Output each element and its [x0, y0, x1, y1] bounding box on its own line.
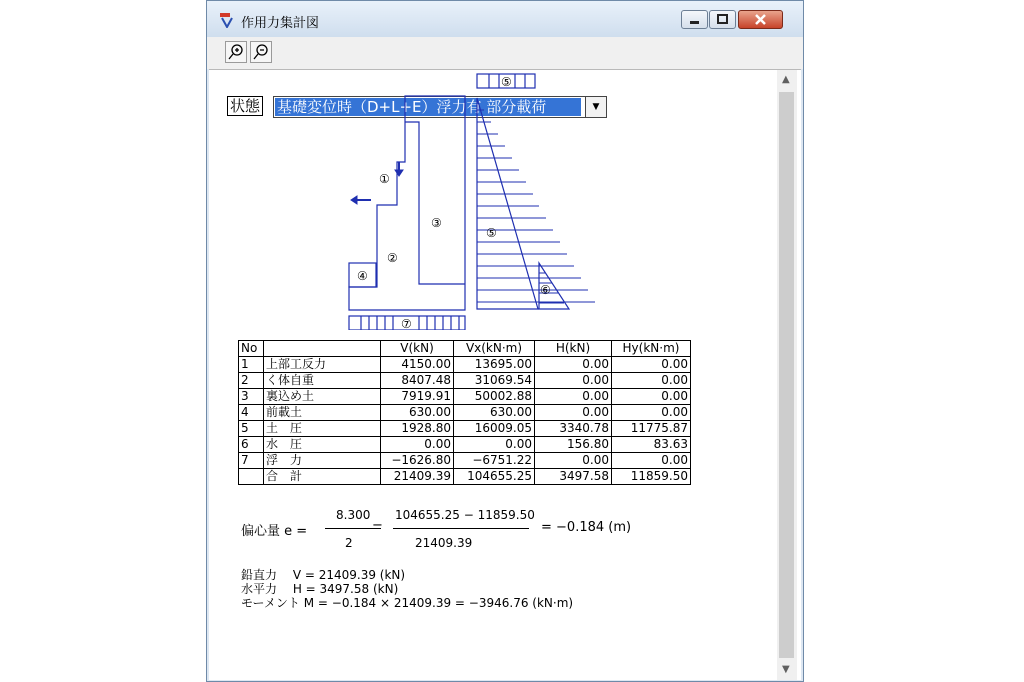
cell: 0.00 — [535, 357, 612, 373]
state-dropdown-value: 基礎変位時（D+L+E）浮力有 部分載荷 — [275, 98, 581, 116]
cell: 0.00 — [612, 357, 691, 373]
table-row — [239, 405, 691, 421]
earth-pressure-triangle — [477, 98, 538, 309]
cell: 0.00 — [535, 453, 612, 469]
cell: 0.00 — [535, 373, 612, 389]
cell: 水 圧 — [264, 437, 381, 453]
chevron-up-icon[interactable]: ▲ — [782, 74, 790, 85]
toolbar — [207, 37, 803, 69]
zoom-in-icon — [226, 42, 246, 62]
cell: 0.00 — [535, 389, 612, 405]
cell: 1928.80 — [381, 421, 454, 437]
cell: 11775.87 — [612, 421, 691, 437]
table-row — [239, 389, 691, 405]
horizontal-force-line: 水平力 H = 3497.58 (kN) — [241, 582, 399, 596]
cell: 3 — [239, 389, 264, 405]
cell: 0.00 — [454, 437, 535, 453]
cell: 3497.58 — [535, 469, 612, 485]
cell: 50002.88 — [454, 389, 535, 405]
cell: 104655.25 — [454, 469, 535, 485]
table-total-row — [239, 469, 691, 485]
fraction-1-numerator: 8.300 — [336, 508, 371, 522]
cell: 8407.48 — [381, 373, 454, 389]
chevron-down-icon[interactable]: ▼ — [585, 97, 606, 117]
cell: 0.00 — [612, 373, 691, 389]
cell: 630.00 — [454, 405, 535, 421]
table-row — [239, 437, 691, 453]
fraction-2-line — [393, 528, 529, 529]
cell: 1 — [239, 357, 264, 373]
cell — [239, 469, 264, 485]
maximize-icon — [710, 11, 735, 28]
minimize-button[interactable] — [681, 10, 708, 29]
cell: 0.00 — [535, 405, 612, 421]
label-3: ③ — [431, 216, 442, 230]
label-5-side: ⑤ — [486, 226, 497, 240]
title-bar[interactable] — [207, 1, 803, 37]
cell: 3340.78 — [535, 421, 612, 437]
cell: −1626.80 — [381, 453, 454, 469]
table-header: Hy(kN·m) — [612, 341, 691, 357]
table-header: Vx(kN·m) — [454, 341, 535, 357]
eccentricity-result: = −0.184 (m) — [541, 520, 632, 535]
force-diagram — [209, 70, 777, 330]
cell: 6 — [239, 437, 264, 453]
wall-inner-line — [405, 122, 465, 284]
vertical-force-line: 鉛直力 V = 21409.39 (kN) — [241, 568, 406, 582]
cell: 4150.00 — [381, 357, 454, 373]
cell: く体自重 — [264, 373, 381, 389]
label-2: ② — [387, 251, 398, 265]
cell: 630.00 — [381, 405, 454, 421]
cell: 16009.05 — [454, 421, 535, 437]
table-header: V(kN) — [381, 341, 454, 357]
cell: 13695.00 — [454, 357, 535, 373]
close-icon — [739, 11, 782, 28]
table-header — [264, 341, 381, 357]
minimize-icon — [682, 11, 707, 28]
cell: 7919.91 — [381, 389, 454, 405]
moment-line: モーメント M = −0.184 × 21409.39 = −3946.76 (kN·m) — [241, 596, 574, 610]
cell: 土 圧 — [264, 421, 381, 437]
cell: 0.00 — [612, 453, 691, 469]
cell: 2 — [239, 373, 264, 389]
table-row — [239, 453, 691, 469]
cell: 156.80 — [535, 437, 612, 453]
label-7: ⑦ — [401, 317, 412, 330]
fraction-2-denominator: 21409.39 — [415, 536, 473, 550]
forces-table — [238, 340, 691, 485]
cell: 裏込め土 — [264, 389, 381, 405]
maximize-button[interactable] — [709, 10, 736, 29]
fraction-2-numerator: 104655.25 − 11859.50 — [395, 508, 535, 522]
cell: 7 — [239, 453, 264, 469]
cell: 21409.39 — [381, 469, 454, 485]
cell: 浮 力 — [264, 453, 381, 469]
cell: 前載土 — [264, 405, 381, 421]
vertical-scrollbar[interactable] — [777, 70, 797, 680]
table-row — [239, 421, 691, 437]
minus-sign: − — [372, 518, 383, 533]
cell: 0.00 — [612, 389, 691, 405]
cell: −6751.22 — [454, 453, 535, 469]
zoom-out-icon — [251, 42, 271, 62]
table-header: H(kN) — [535, 341, 612, 357]
table-header: No — [239, 341, 264, 357]
cell: 83.63 — [612, 437, 691, 453]
zoom-in-button[interactable] — [225, 41, 247, 63]
label-5-top: ⑤ — [501, 75, 512, 89]
eccentricity-label: 偏心量 e = — [241, 524, 308, 539]
close-button[interactable] — [738, 10, 783, 29]
table-row — [239, 357, 691, 373]
table-row — [239, 373, 691, 389]
fraction-1-denominator: 2 — [345, 536, 353, 550]
chevron-down-icon[interactable]: ▼ — [782, 664, 790, 675]
label-1: ① — [379, 172, 390, 186]
scrollbar-thumb[interactable] — [779, 92, 794, 658]
state-label: 状態 — [227, 96, 263, 116]
app-window — [206, 0, 804, 682]
cell: 4 — [239, 405, 264, 421]
cell: 0.00 — [381, 437, 454, 453]
cell: 5 — [239, 421, 264, 437]
app-icon — [219, 12, 235, 28]
cell: 31069.54 — [454, 373, 535, 389]
cell: 上部工反力 — [264, 357, 381, 373]
zoom-out-button[interactable] — [250, 41, 272, 63]
label-4: ④ — [357, 269, 368, 283]
drawing-area — [209, 69, 801, 680]
table-header-row — [239, 341, 691, 357]
window-title: 作用力集計図 — [241, 16, 320, 31]
cell: 合 計 — [264, 469, 381, 485]
cell: 0.00 — [612, 405, 691, 421]
label-6: ⑥ — [540, 283, 551, 297]
cell: 11859.50 — [612, 469, 691, 485]
